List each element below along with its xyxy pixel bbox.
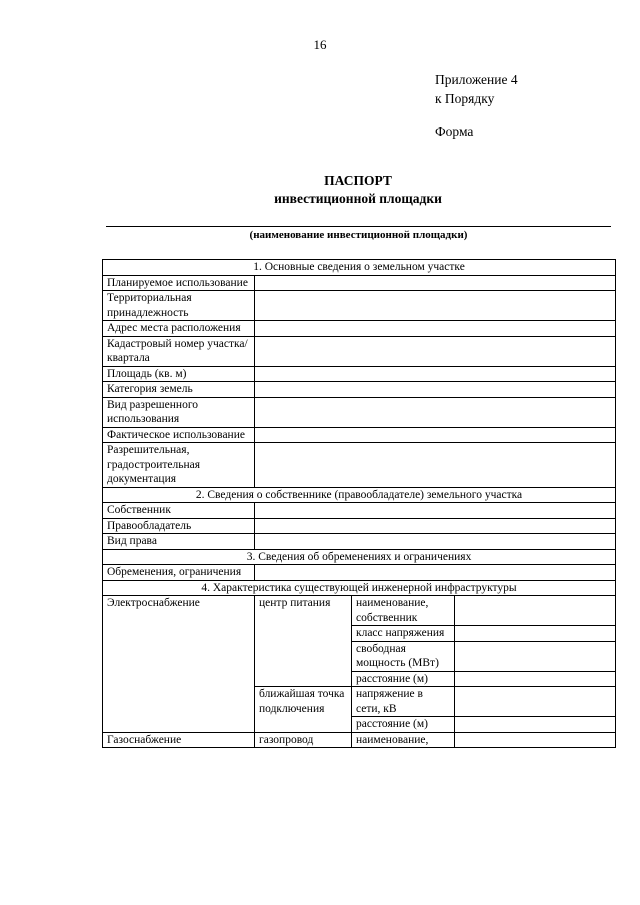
row-label: Обременения, ограничения [103,565,255,581]
name-fill-line [106,226,611,227]
row-value [255,275,616,291]
section-header-row [103,580,616,596]
section-4-header: 4. Характеристика существующей инженерной инфраструктуры [103,580,616,596]
table-row [103,518,616,534]
row-label: Планируемое использование [103,275,255,291]
row-label: Собственник [103,503,255,519]
param-value [455,671,616,687]
table-row [103,275,616,291]
param-value [455,626,616,642]
row-label: Вид разрешенного использования [103,397,255,427]
table-row [103,366,616,382]
table-row [103,732,616,748]
table-row [103,336,616,366]
section-header-row [103,549,616,565]
row-label: Адрес места расположения [103,321,255,337]
param-label: расстояние (м) [352,717,455,733]
row-value [255,443,616,488]
table-row [103,382,616,398]
row-label: Разрешительная, градостроительная документация [103,443,255,488]
section-header-row [103,260,616,276]
row-value [255,321,616,337]
param-value [455,717,616,733]
table-row [103,534,616,550]
section-2-header: 2. Сведения о собственнике (правообладателе) земельного участка [103,487,616,503]
row-value [255,336,616,366]
row-label: Площадь (кв. м) [103,366,255,382]
nearest-point-label: ближайшая точка подключения [255,687,352,733]
power-center-label: центр питания [255,596,352,687]
row-label: Правообладатель [103,518,255,534]
table-row [103,321,616,337]
param-value [455,596,616,626]
param-label: расстояние (м) [352,671,455,687]
row-value [255,503,616,519]
page-number: 16 [313,37,327,52]
table-row [103,596,616,626]
table-row [103,427,616,443]
table-row [103,397,616,427]
row-value [255,382,616,398]
gas-pipeline-label: газопровод [255,732,352,748]
gas-supply-label: Газоснабжение [103,732,255,748]
param-label: напряжение в сети, кВ [352,687,455,717]
power-supply-label: Электроснабжение [103,596,255,733]
param-label: свободная мощность (МВт) [352,641,455,671]
row-label: Вид права [103,534,255,550]
row-value [255,427,616,443]
row-value [255,518,616,534]
appendix-line-2: к Порядку [435,91,495,106]
param-label: наименование, [352,732,455,748]
table-row [103,291,616,321]
row-value [255,366,616,382]
section-1-header: 1. Основные сведения о земельном участке [103,260,616,276]
param-label: класс напряжения [352,626,455,642]
section-3-header: 3. Сведения об обременениях и ограничениях [103,549,616,565]
row-label: Категория земель [103,382,255,398]
row-value [255,534,616,550]
row-value [255,291,616,321]
document-subtitle: инвестиционной площадки [274,191,442,206]
appendix-line-1: Приложение 4 [435,72,518,87]
row-value [255,397,616,427]
passport-table [102,259,616,748]
document-title: ПАСПОРТ [324,173,392,188]
row-label: Территориальная принадлежность [103,291,255,321]
param-value [455,732,616,748]
form-label: Форма [435,124,474,139]
row-label: Фактическое использование [103,427,255,443]
row-label: Кадастровый номер участка/квартала [103,336,255,366]
name-caption: (наименование инвестиционной площадки) [249,229,468,241]
section-header-row [103,487,616,503]
param-label: наименование, собственник [352,596,455,626]
table-row [103,565,616,581]
row-value [255,565,616,581]
table-row [103,503,616,519]
param-value [455,641,616,671]
table-row [103,443,616,488]
param-value [455,687,616,717]
